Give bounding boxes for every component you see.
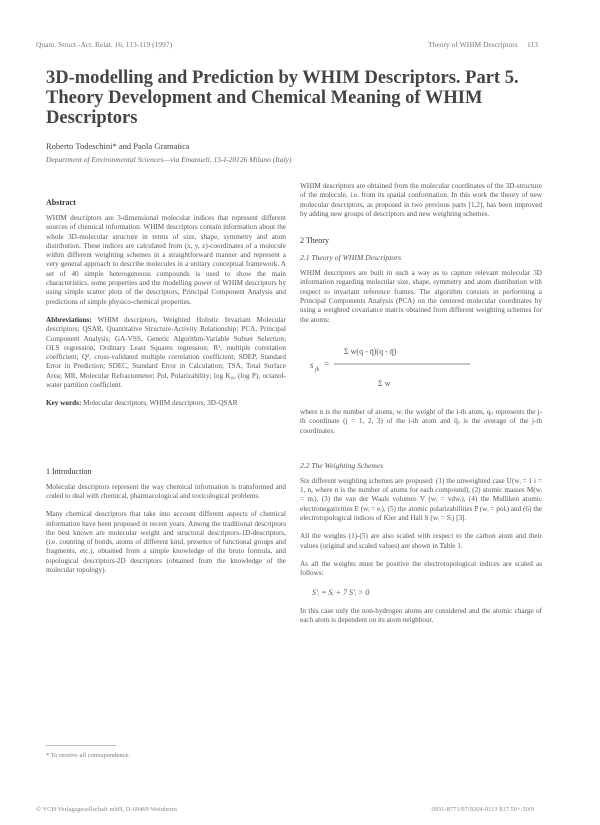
journal-citation: Quant. Struct.-Act. Relat. 16, 113-119 (1997) <box>36 40 173 49</box>
publisher-footer: © VCH Verlagsgesellschaft mbH, D-69469 Weinheim <box>36 806 177 813</box>
footnote-rule <box>46 745 116 746</box>
running-header <box>428 40 538 49</box>
eq-lhs: s <box>310 359 314 370</box>
issn-footer: 0931-8771/97/0204-0113 $17.50+.50/0 <box>431 806 534 813</box>
right-intro-paragraph: WHIM descriptors are obtained from the molecular coordinates of the 3D-structure of the molecule, i.e. from its spatial conformation. In this work the theory of new molecular descriptors, as proposed in two previous parts [1,2], has been improved by adding new groups of descriptors and new weighting schemes. <box>300 182 542 218</box>
theory-paragraph-2: where n is the number of atoms, wᵢ the weight of the i-th atom, qᵢⱼ represents the j-th coordinate (j = 1, 2, 3) of the i-th atom and q̄ⱼ is the average of the j-th coordinates. <box>300 407 542 435</box>
abstract-heading: Abstract <box>46 198 76 207</box>
abbreviations <box>46 316 286 390</box>
intro-paragraph-1: Molecular descriptors represent the way chemical information is transformed and coded to deal with chemical, pharmacological and toxicological problems. <box>46 482 286 500</box>
svg-text:=: = <box>324 358 330 369</box>
intro-heading: 1 Introduction <box>46 466 92 476</box>
weighting-paragraph-3: As all the weights must be positive the electrotopological indices are scaled as follows: <box>300 559 542 578</box>
subsection-2-2-heading: 2.2 The Weighting Schemes <box>300 460 384 470</box>
footnote: * To receive all correspondence. <box>46 752 131 759</box>
covariance-equation <box>310 334 542 398</box>
scaling-equation: S'ᵢ = Sᵢ + 7 S'ᵢ > 0 <box>312 587 370 597</box>
weighting-paragraph-2: All the weights (1)-(5) are also scaled with respect to the carbon atom and their values (original and scaled values) are shown in Table 1. <box>300 532 542 550</box>
eq-lhs-sub: jk <box>315 366 320 373</box>
authors: Roberto Todeschini* and Paola Gramatica <box>46 141 190 151</box>
intro-paragraph-2: Many chemical descriptors that take into account different aspects of chemical information have been proposed in recent years. Among the traditional descriptors the best known are molecular weight and structural descriptors-1D-descriptors, (i.e. counting of bonds, atoms of different kind, presence of functional groups and fragments, etc.), obtained from a simple knowledge of the bruto formula, and topological descriptors-2D descriptors (obtained from the knowledge of the molecular topology). <box>46 510 286 575</box>
keywords-text: Molecular descriptors, WHIM descriptors, 3D-QSAR <box>83 399 238 408</box>
article-title: 3D-modelling and Prediction by WHIM Descriptors. Part 5. Theory Development and Chemical Meaning of WHIM Descriptors <box>46 68 519 128</box>
weighting-paragraph-4: In this case only the non-hydrogen atoms are considered and the atomic charge of each atom is dependent on its atom neighbour. <box>300 606 542 624</box>
weighting-paragraph-1: Six different weighting schemes are proposed: (1) the unweighted case U(wᵢ = 1 i = 1, n, where n is the number of atoms for each compound), (2) atomic masses M(wᵢ = mᵢ), (3) the van der Waals volumes V (wᵢ = vdwᵢ), (4) the Mulliken atomic electronegativities E (wᵢ = eᵢ), (5) the atomic polarizabilities P (wᵢ = polᵢ) and (6) the electrotopological indices of Kier and Hall S (wᵢ = Sᵢ) [3]. <box>300 476 542 523</box>
eq-numerator: Σ w(q - q̄)(q - q̄) <box>344 346 397 356</box>
keywords-label: Key words: <box>46 399 82 408</box>
equation-graphic <box>310 334 530 398</box>
page-number: 113 <box>527 40 538 49</box>
right-column <box>300 182 542 634</box>
keywords <box>46 399 286 408</box>
left-column <box>46 198 286 584</box>
abbreviations-text: WHIM descriptors, Weighted Holistic Invariant Molecular descriptors; QSAR, Quantitative Structure-Activity Relationship; PCA, Principal Component Analysis; GA-VSS, Genetic Algorithm-Variable Subset Selection; OLS regression, Ordinary Least Squares regression; R², multiple correlation coefficient; Q², cross-validated multiple correlation coefficient; SDEP, Standard Error in Prediction; SDEC, Standard Error in Calculation; TSA, Total Surface Area; MR, Molecular Refractometer; Pol, Polarizability; log K₀₀ (log P), octanol-water partition coefficient. <box>46 315 286 390</box>
abbreviations-label: Abbreviations: <box>46 315 92 324</box>
subsection-2-1-heading: 2.1 Theory of WHIM Descriptors <box>300 253 402 263</box>
affiliation: Department of Environmental Sciences—via Emanueli, 15-I-20126 Milano (Italy) <box>46 155 292 164</box>
eq-denominator: Σ w <box>378 378 391 388</box>
running-title: Theory of WHIM Descriptors <box>428 40 518 49</box>
abstract-text: WHIM descriptors are 3-dimensional molecular indices that represent different sources of chemical information. WHIM descriptors contain information about the whole 3D-molecular structure in terms of size, shape, symmetry and atom distribution. These indices are calculated from (x, y, z)-coordinates of a molecule within different weighting schemes in a straightforward manner and represent a very general approach to describe molecules in a unitary conceptual framework. A set of 40 simple heterogeneous compounds is used to show the main characteristics, some properties and the modelling power of WHIM descriptors by using simple scatter plots of the descriptors, Principal Component Analysis and predictions of simple physico-chemical properties. <box>46 214 286 306</box>
theory-heading: 2 Theory <box>300 236 329 246</box>
theory-paragraph-1: WHIM descriptors are built in such a way as to capture relevant molecular 3D information regarding molecular size, shape, symmetry and atom distribution with respect to invariant reference frames. The algorithm consists in performing a Principal Components Analysis (PCA) on the centered molecular coordinates by using a weighted covariance matrix obtained from different weighting schemes for the atoms: <box>300 269 542 324</box>
